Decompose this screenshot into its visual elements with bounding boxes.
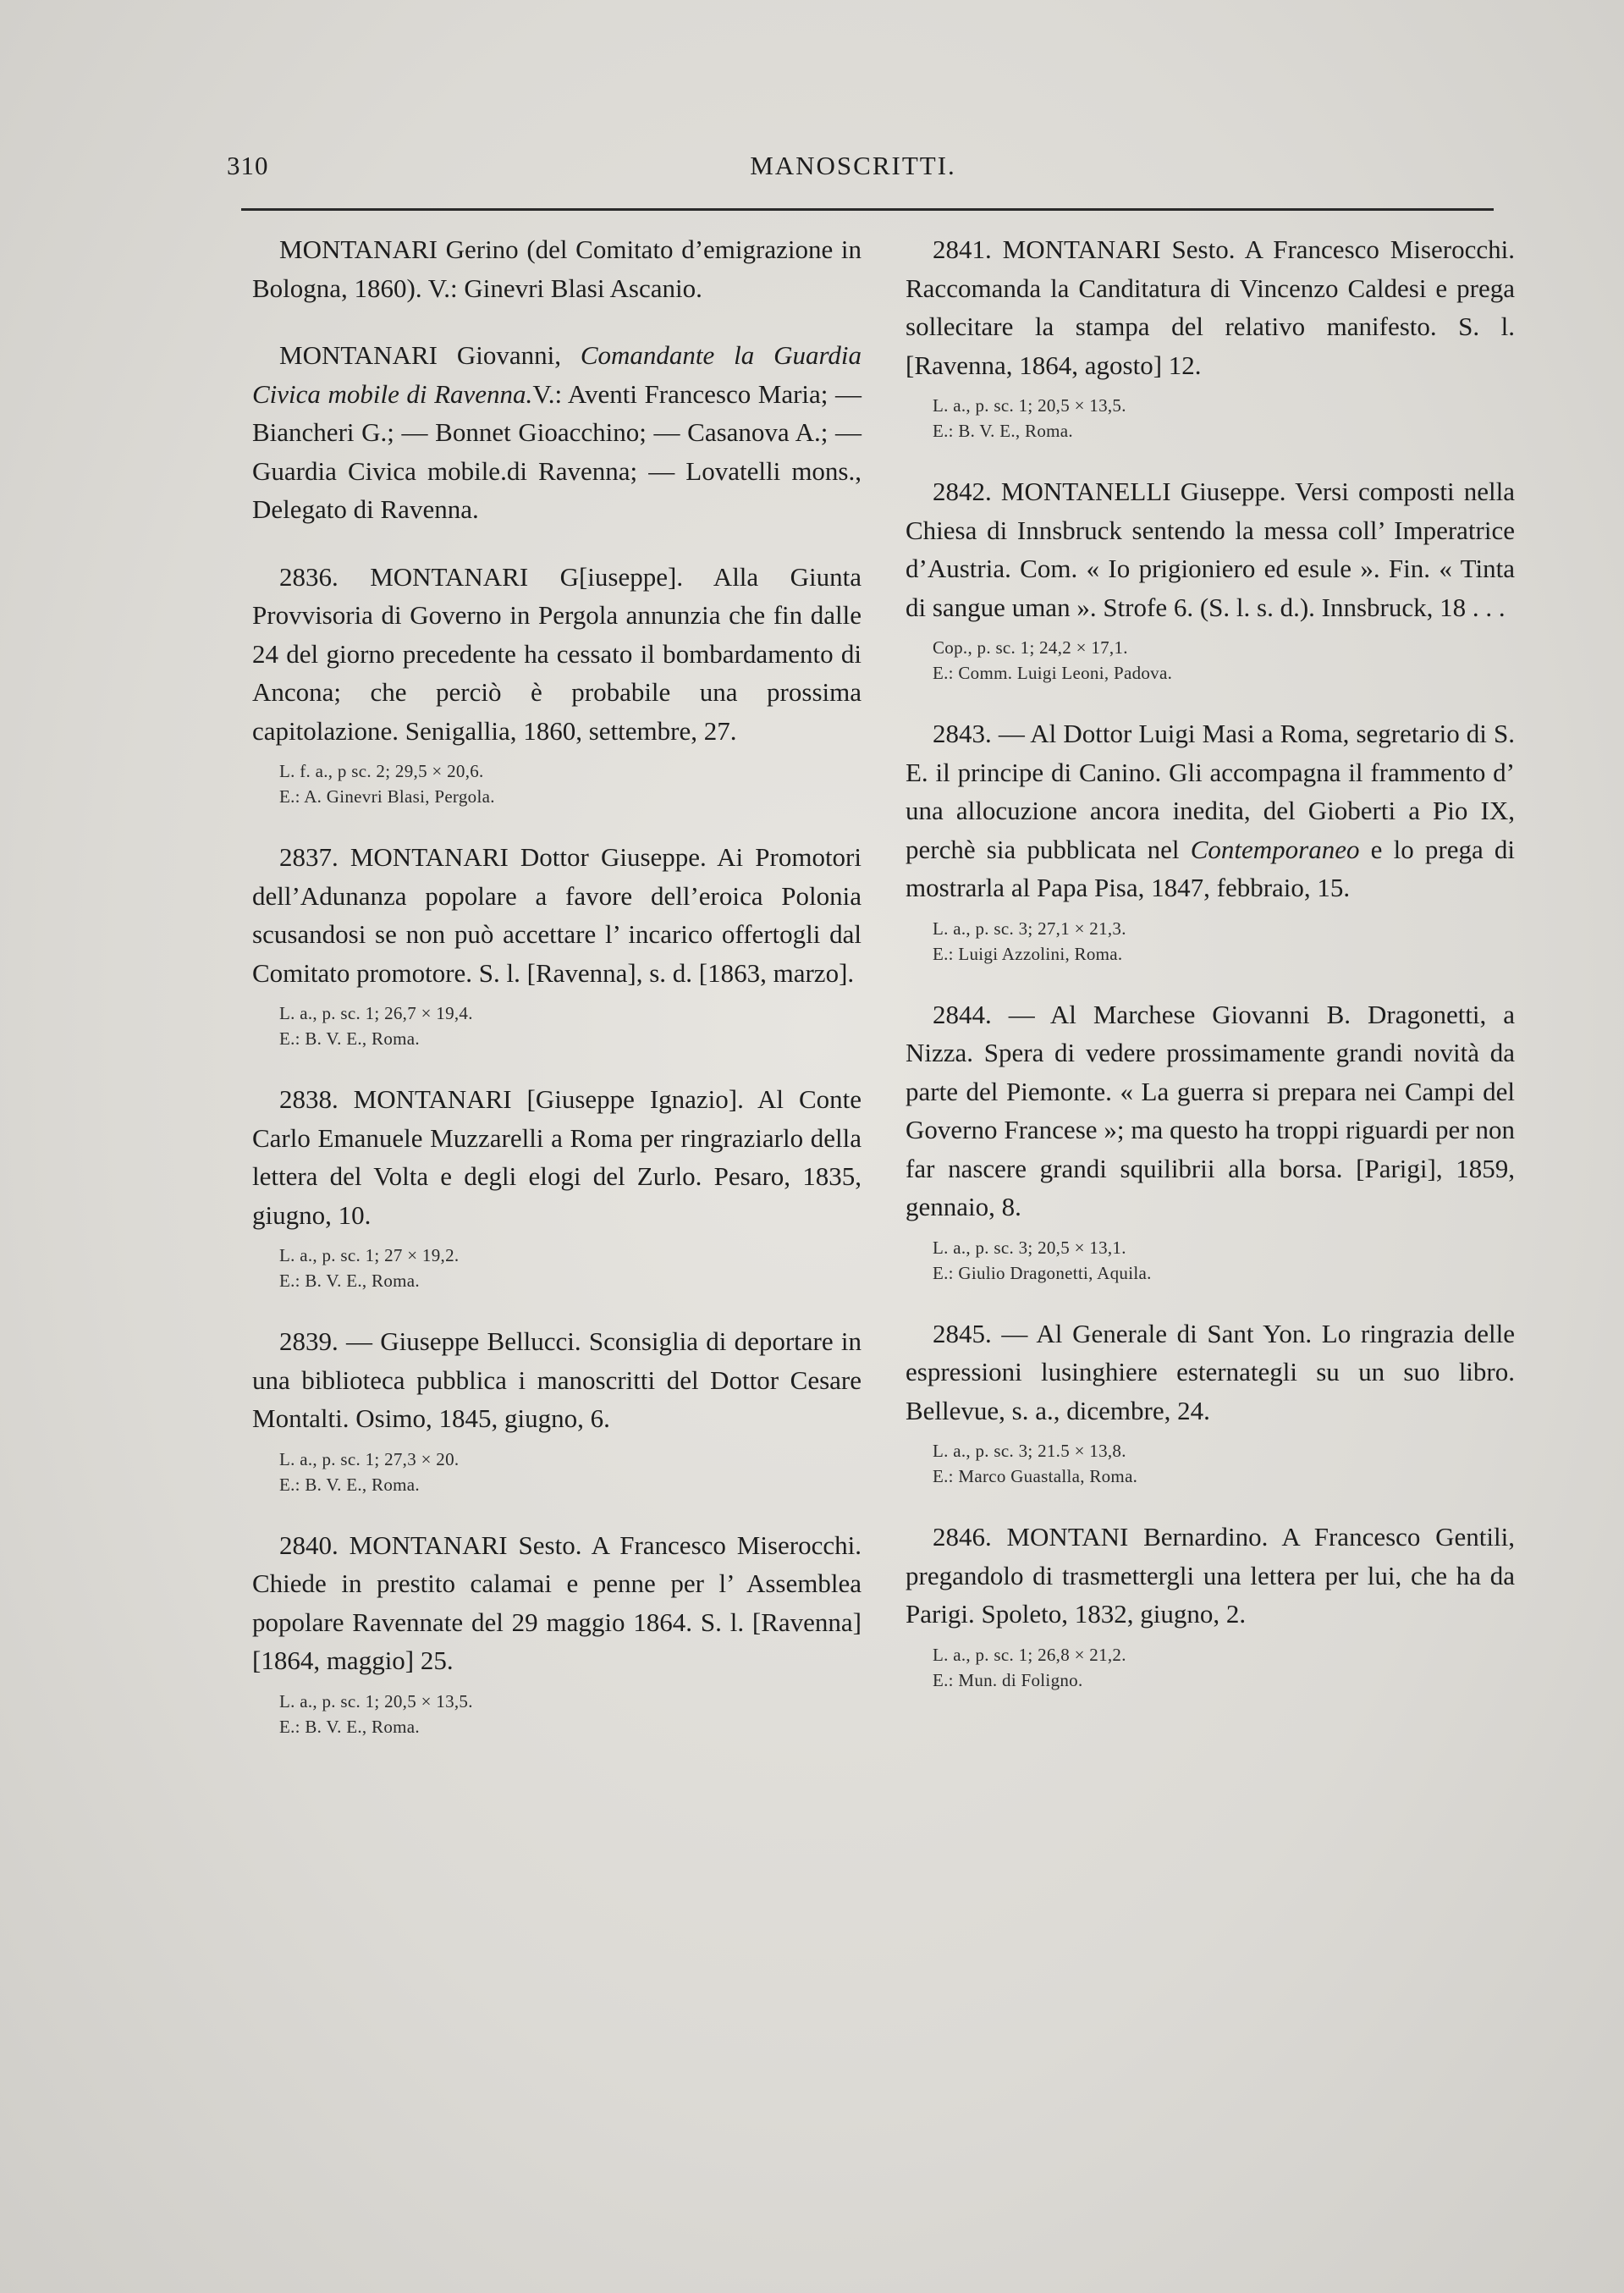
entry-text <box>906 714 1515 907</box>
page-header <box>227 151 1479 193</box>
entry-text: 2839. — Giuseppe Bellucci. Sconsiglia di deportare in una biblioteca pubblica i manoscritti del Dottor Cesare Montalti. Osimo, 1845, giugno, 6. <box>252 1326 862 1433</box>
entry-source-note: E.: B. V. E., Roma. <box>933 421 1073 441</box>
catalog-entry <box>252 558 862 810</box>
entry-text: 2837. MONTANARI Dottor Giuseppe. Ai Promotori dell’Adunanza popolare a favore dell’eroica Polonia scusandosi se non può accettare l’ incarico offertogli dal Comitato promotore. S. l. [Ravenna], s. d. [1863, marzo]. <box>252 842 862 988</box>
entry-text: 2840. MONTANARI Sesto. A Francesco Miserocchi. Chiede in prestito calamai e penne per l’ Assemblea popolare Ravennate del 29 maggio 1864. S. l. [Ravenna] [1864, maggio] 25. <box>252 1530 862 1675</box>
entry-physical-note: Cop., p. sc. 1; 24,2 × 17,1. <box>933 637 1128 658</box>
entry-source-note: E.: B. V. E., Roma. <box>279 1474 420 1495</box>
entry-text: 2838. MONTANARI [Giuseppe Ignazio]. Al Conte Carlo Emanuele Muzzarelli a Roma per ringraziarlo della lettera del Volta e degli elogi del Zurlo. Pesaro, 1835, giugno, 10. <box>252 1084 862 1230</box>
entry-text-part: 2843. — Al Dottor Luigi Masi a Roma, segretario di S. E. il principe di Canino. Gli accompagna il frammento d’ una allocuzione ancora inedita, del Gioberti a Pio IX, perchè sia pubblicata nel <box>906 719 1515 864</box>
entry-source-note: E.: Giulio Dragonetti, Aquila. <box>933 1262 1152 1283</box>
entry-physical-note: L. a., p. sc. 1; 27 × 19,2. <box>279 1245 460 1265</box>
entry-text: 2845. — Al Generale di Sant Yon. Lo ringrazia delle espressioni lusinghiere esternategli su un suo libro. Bellevue, s. a., dicembre, 24. <box>906 1318 1515 1425</box>
right-column <box>906 230 1515 1722</box>
catalog-entry <box>906 230 1515 444</box>
entry-physical-note: L. a., p. sc. 3; 20,5 × 13,1. <box>933 1237 1126 1258</box>
entry-text: 2842. MONTANELLI Giuseppe. Versi composti nella Chiesa di Innsbruck sentendo la messa coll’ Imperatrice d’Austria. Com. « Io prigioniero ed esule ». Fin. « Tinta di sangue uman ». Strofe 6. (S. l. s. d.). Innsbruck, 18 . . . <box>906 477 1515 622</box>
entry-text: 2844. — Al Marchese Giovanni B. Dragonetti, a Nizza. Spera di vedere prossimamente grandi novità da parte del Piemonte. « La guerra si prepara nei Campi del Governo Francese »; ma questo ha troppi riguardi per non far nascere grandi squilibrii alla borsa. [Parigi], 1859, gennaio, 8. <box>906 999 1515 1221</box>
left-column <box>252 230 862 1768</box>
entry-italic-title: Contemporaneo <box>1190 834 1360 864</box>
entry-text: 2846. MONTANI Bernardino. A Francesco Gentili, pregandolo di trasmettergli una lettera per lui, che ha da Parigi. Spoleto, 1832, giugno, 2. <box>906 1522 1515 1629</box>
entry-text: MONTANARI Gerino (del Comitato d’emigrazione in Bologna, 1860). V.: Ginevri Blasi Ascanio. <box>252 234 862 303</box>
catalog-entry <box>252 230 862 307</box>
entry-source-note: E.: Luigi Azzolini, Roma. <box>933 943 1123 964</box>
catalog-entry <box>906 472 1515 686</box>
entry-physical-note: L. a., p. sc. 1; 26,7 × 19,4. <box>279 1003 473 1023</box>
entry-source-note: E.: Marco Guastalla, Roma. <box>933 1466 1138 1486</box>
entry-text-part: V.: Aventi Francesco Maria; — Biancheri G.; — Bonnet Gioacchino; — Casanova A.; — Guardia Civica mobile.di Ravenna; — Lovatelli mons., Delegato di Ravenna. <box>252 378 862 524</box>
entry-source-note: E.: Mun. di Foligno. <box>933 1669 1083 1690</box>
catalog-entry <box>252 1322 862 1497</box>
entry-physical-note: L. a., p. sc. 1; 27,3 × 20. <box>279 1448 460 1469</box>
entry-text: 2836. MONTANARI G[iuseppe]. Alla Giunta Provvisoria di Governo in Pergola annunzia che fin dalle 24 del giorno precedente ha cessato il bombardamento di Ancona; che perciò è probabile una prossima capitolazione. Senigallia, 1860, settembre, 27. <box>252 561 862 746</box>
catalog-entry <box>906 714 1515 967</box>
catalog-entry <box>252 1526 862 1739</box>
entry-physical-note: L. a., p. sc. 1; 20,5 × 13,5. <box>279 1690 473 1711</box>
running-title: MANOSCRITTI. <box>750 151 956 180</box>
entry-physical-note: L. a., p. sc. 1; 26,8 × 21,2. <box>933 1644 1126 1665</box>
page-number: 310 <box>227 151 269 180</box>
header-rule <box>241 208 1494 211</box>
entry-italic-title: Comandante la Guardia Civica mobile di Ravenna. <box>252 340 862 409</box>
catalog-entry <box>252 1080 862 1293</box>
catalog-entry <box>906 995 1515 1286</box>
entry-physical-note: L. a., p. sc. 3; 27,1 × 21,3. <box>933 918 1126 939</box>
entry-physical-note: L. f. a., p sc. 2; 29,5 × 20,6. <box>279 761 484 781</box>
entry-text-part: e lo prega di mostrarla al Papa Pisa, 1847, febbraio, 15. <box>906 834 1515 902</box>
entry-source-note: E.: Comm. Luigi Leoni, Padova. <box>933 663 1173 683</box>
entry-physical-note: L. a., p. sc. 3; 21.5 × 13,8. <box>933 1441 1126 1461</box>
entry-source-note: E.: A. Ginevri Blasi, Pergola. <box>279 786 495 807</box>
catalog-entry <box>252 838 862 1051</box>
entry-source-note: E.: B. V. E., Roma. <box>279 1028 420 1049</box>
entry-text-part: MONTANARI Giovanni, <box>279 340 581 370</box>
entry-source-note: E.: B. V. E., Roma. <box>279 1271 420 1291</box>
entry-physical-note: L. a., p. sc. 1; 20,5 × 13,5. <box>933 395 1126 416</box>
catalog-entry <box>906 1518 1515 1693</box>
entry-text <box>252 336 862 529</box>
entry-text: 2841. MONTANARI Sesto. A Francesco Miserocchi. Raccomanda la Canditatura di Vincenzo Caldesi e prega sollecitare la stampa del relativo manifesto. S. l. [Ravenna, 1864, agosto] 12. <box>906 234 1515 380</box>
entry-source-note: E.: B. V. E., Roma. <box>279 1716 420 1737</box>
catalog-entry <box>252 336 862 529</box>
catalog-entry <box>906 1315 1515 1490</box>
